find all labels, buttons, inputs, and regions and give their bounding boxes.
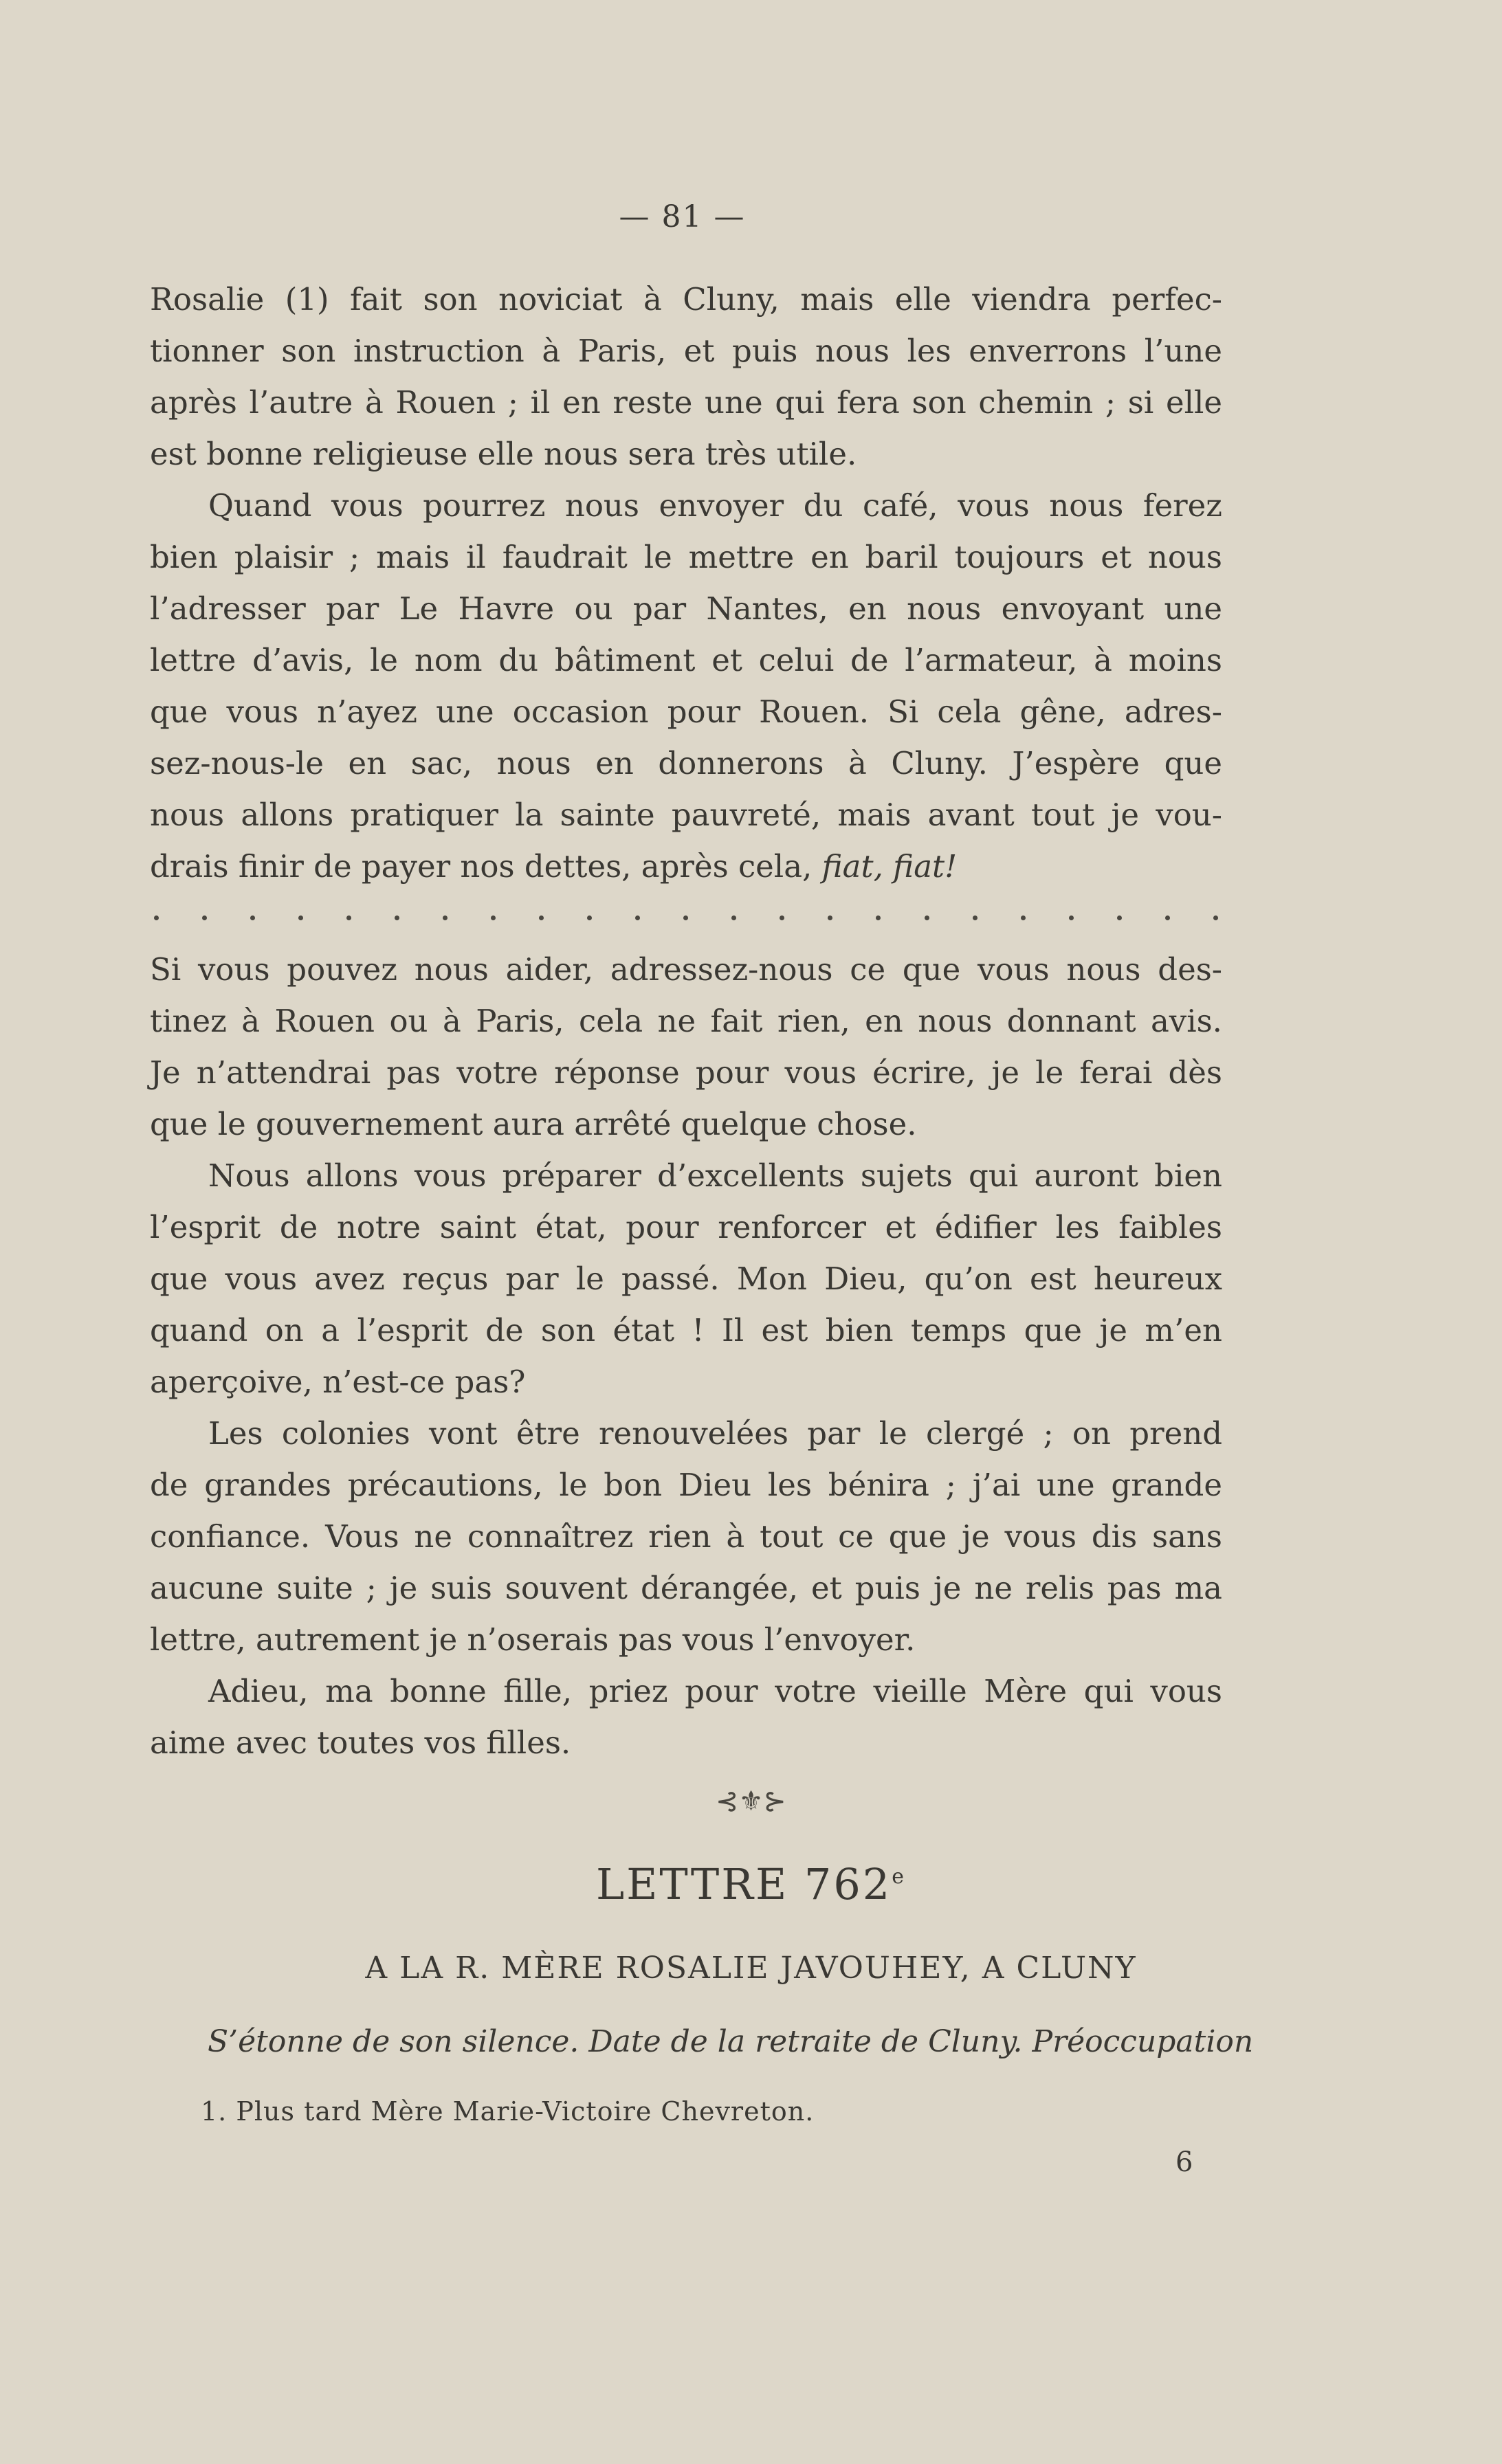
- text-line: drais finir de payer nos dettes, après cela, fiat, fiat!: [150, 848, 958, 885]
- text-line: après l’autre à Rouen ; il en reste une qui fera son chemin ; si elle: [150, 384, 1222, 421]
- text-line: tionner son instruction à Paris, et puis nous les enverrons l’une: [150, 333, 1222, 369]
- text-line: nous allons pratiquer la sainte pauvreté, mais avant tout je vou-: [150, 797, 1222, 833]
- letter-title-text: LETTRE 762: [595, 1859, 892, 1909]
- page-number: — 81 —: [619, 199, 746, 234]
- text-line: bien plaisir ; mais il faudrait le mettre en baril toujours et nous: [150, 539, 1222, 575]
- letter-summary: S’étonne de son silence. Date de la retraite de Cluny. Préoccupation: [208, 2024, 1254, 2059]
- text-line: lettre d’avis, le nom du bâtiment et celui de l’armateur, à moins: [150, 642, 1222, 678]
- text-line: l’esprit de notre saint état, pour renforcer et édifier les faibles: [150, 1209, 1222, 1245]
- fleuron-ornament-icon: ⊰⚜⊱: [716, 1786, 786, 1817]
- paragraph: [150, 944, 1222, 1150]
- text-line: Je n’attendrai pas votre réponse pour vous écrire, je le ferai dès: [150, 1054, 1222, 1091]
- text-line: que le gouvernement aura arrêté quelque chose.: [150, 1106, 917, 1142]
- text-line: aucune suite ; je suis souvent dérangée, et puis je ne relis pas ma: [150, 1570, 1222, 1606]
- text-line: tinez à Rouen ou à Paris, cela ne fait rien, en nous donnant avis.: [150, 1003, 1222, 1039]
- text-line: Nous allons vous préparer d’excellents sujets qui auront bien: [208, 1157, 1222, 1194]
- text-line: que vous avez reçus par le passé. Mon Dieu, qu’on est heureux: [150, 1261, 1222, 1297]
- paragraph: [150, 480, 1222, 892]
- ellipsis-divider: [150, 892, 1222, 944]
- text-line: Adieu, ma bonne fille, priez pour votre vieille Mère qui vous: [208, 1673, 1222, 1709]
- text-line: Si vous pouvez nous aider, adressez-nous ce que vous nous des-: [150, 951, 1222, 988]
- text-line: aime avec toutes vos filles.: [150, 1724, 571, 1761]
- text-line: quand on a l’esprit de son état ! Il est bien temps que je m’en: [150, 1312, 1222, 1348]
- paragraph: [150, 1665, 1222, 1768]
- paragraph: [150, 1150, 1222, 1408]
- text-line: que vous n’ayez une occasion pour Rouen. Si cela gêne, adres-: [150, 693, 1222, 730]
- letter-body: [150, 274, 1222, 1768]
- letter-title-suffix: e: [892, 1865, 907, 1889]
- text-line: de grandes précautions, le bon Dieu les bénira ; j’ai une grande: [150, 1467, 1222, 1503]
- text-line: Quand vous pourrez nous envoyer du café, vous nous ferez: [208, 487, 1222, 524]
- paragraph: [150, 1408, 1222, 1665]
- footnote: 1. Plus tard Mère Marie-Victoire Chevreton.: [201, 2096, 815, 2127]
- letter-recipient: A LA R. MÈRE ROSALIE JAVOUHEY, A CLUNY: [365, 1951, 1137, 1986]
- text-line: est bonne religieuse elle nous sera très utile.: [150, 436, 857, 472]
- text-line: confiance. Vous ne connaîtrez rien à tout ce que je vous dis sans: [150, 1518, 1222, 1555]
- text-line: Les colonies vont être renouvelées par le clergé ; on prend: [208, 1415, 1222, 1452]
- text-line: l’adresser par Le Havre ou par Nantes, en nous envoyant une: [150, 590, 1222, 627]
- paragraph: [150, 274, 1222, 480]
- letter-title: [0, 1859, 1502, 1909]
- text-line: sez-nous-le en sac, nous en donnerons à Cluny. J’espère que: [150, 745, 1222, 781]
- text-line: aperçoive, n’est-ce pas?: [150, 1364, 526, 1400]
- text-line: Rosalie (1) fait son noviciat à Cluny, mais elle viendra perfec-: [150, 281, 1222, 318]
- text-line: lettre, autrement je n’oserais pas vous l’envoyer.: [150, 1621, 916, 1658]
- signature-mark: 6: [1175, 2146, 1193, 2178]
